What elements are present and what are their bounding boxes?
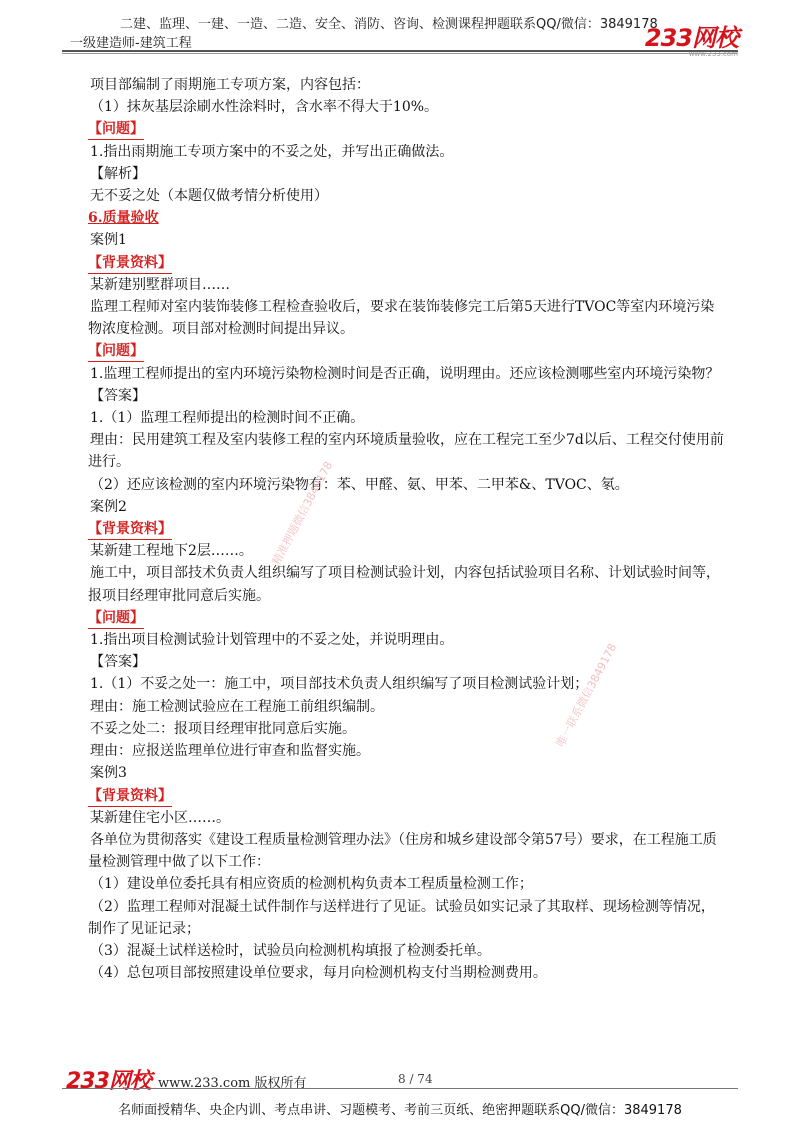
paragraph: 1.监理工程师提出的室内环境污染物检测时间是否正确，说明理由。还应该检测哪些室内环境污染物？	[90, 365, 720, 382]
section-label	[88, 785, 728, 807]
paragraph: （2）还应该检测的室内环境污染物有：苯、甲醛、氨、甲苯、二甲苯&、TVOC、氡。	[90, 476, 629, 493]
paragraph: 施工中，项目部技术负责人组织编写了项目检测试验计划，内容包括试验项目名称、计划试验时间等，报项目经理审批同意后实施。	[88, 565, 720, 604]
paragraph: 理由：民用建筑工程及室内装修工程的室内环境质量验收，应在工程完工至少7d以后、工程交付使用前进行。	[88, 432, 724, 471]
footer-contact-line: 名师面授精华、央企内训、考点串讲、习题模考、考前三页纸、绝密押题联系QQ/微信：3849178	[118, 1103, 682, 1118]
answer-label: 【答案】	[90, 387, 146, 404]
section-label-text: 【问题】	[88, 342, 144, 362]
logo-tagline: www.233.com	[688, 50, 738, 58]
section-label-text: 【背景资料】	[88, 787, 172, 807]
footer-divider	[62, 1088, 738, 1089]
paragraph: 某新建别墅群项目……	[90, 276, 230, 293]
paragraph: 理由：施工检测试验应在工程施工前组织编制。	[90, 698, 384, 715]
paragraph: 1.（1）不妥之处一：施工中，项目部技术负责人组织编写了项目检测试验计划；	[90, 676, 589, 693]
watermark: 精准押题微信3849178	[269, 459, 336, 568]
paragraph: 案例1	[90, 232, 127, 249]
paragraph: 不妥之处二：报项目经理审批同意后实施。	[90, 720, 356, 737]
watermark: 唯一联系微信3849178	[553, 641, 620, 750]
paragraph: （1）抹灰基层涂刷水性涂料时，含水率不得大于10%。	[90, 99, 439, 116]
paragraph: 监理工程师对室内装饰装修工程检查验收后，要求在装饰装修完工后第5天进行TVOC等室内环境污染物浓度检测。项目部对检测时间提出异议。	[88, 299, 715, 338]
section-heading-text: 6.质量验收	[88, 210, 159, 227]
paragraph: （2）监理工程师对混凝土试件制作与送样进行了见证。试验员如实记录了其取样、现场检测等情况，制作了见证记录；	[88, 898, 715, 937]
paragraph: 无不妥之处（本题仅做考情分析使用）	[90, 188, 328, 205]
header-divider	[62, 50, 738, 52]
document-body	[88, 74, 728, 984]
section-label	[88, 340, 728, 362]
page-number: 8 / 74	[398, 1072, 433, 1086]
paragraph: 案例3	[90, 765, 127, 782]
section-label	[88, 118, 728, 140]
answer-label: 【解析】	[90, 165, 146, 182]
paragraph: 案例2	[90, 498, 127, 515]
paragraph: （1）建设单位委托具有相应资质的检测机构负责本工程质量检测工作；	[90, 876, 533, 893]
header-contact-line: 二建、监理、一建、一造、二造、安全、消防、咨询、检测课程押题联系QQ/微信：3849178	[120, 17, 658, 32]
footer-logo[interactable]: 233网校	[66, 1069, 151, 1094]
paragraph: 某新建住宅小区……。	[90, 809, 230, 826]
footer-copyright: www.233.com 版权所有	[158, 1076, 307, 1091]
section-label	[88, 252, 728, 274]
section-label-text: 【问题】	[88, 609, 144, 629]
paragraph: 各单位为贯彻落实《建设工程质量检测管理办法》（住房和城乡建设部令第57号）要求，在工程施工质量检测管理中做了以下工作：	[88, 831, 717, 871]
section-heading	[88, 207, 728, 229]
section-label-text: 【问题】	[88, 120, 144, 140]
header-divider-thin	[62, 53, 738, 54]
section-label	[88, 607, 728, 629]
section-label	[88, 518, 728, 540]
paragraph: 1.（1）监理工程师提出的检测时间不正确。	[90, 410, 365, 427]
site-logo[interactable]	[645, 18, 738, 58]
paragraph: （3）混凝土试样送检时，试验员向检测机构填报了检测委托单。	[90, 942, 491, 959]
paragraph: 理由：应报送监理单位进行审查和监督实施。	[90, 743, 370, 760]
logo-text: 233网校	[644, 24, 738, 52]
paragraph: 某新建工程地下2层……。	[90, 543, 253, 560]
paragraph: 1.指出项目检测试验计划管理中的不妥之处，并说明理由。	[90, 632, 454, 649]
document-subtitle: 一级建造师-建筑工程	[70, 36, 192, 51]
section-label-text: 【背景资料】	[88, 520, 172, 540]
paragraph: 1.指出雨期施工专项方案中的不妥之处，并写出正确做法。	[90, 143, 454, 160]
paragraph: （4）总包项目部按照建设单位要求，每月向检测机构支付当期检测费用。	[90, 965, 547, 982]
paragraph: 项目部编制了雨期施工专项方案，内容包括：	[90, 77, 370, 93]
section-label-text: 【背景资料】	[88, 254, 172, 274]
answer-label: 【答案】	[90, 654, 146, 671]
